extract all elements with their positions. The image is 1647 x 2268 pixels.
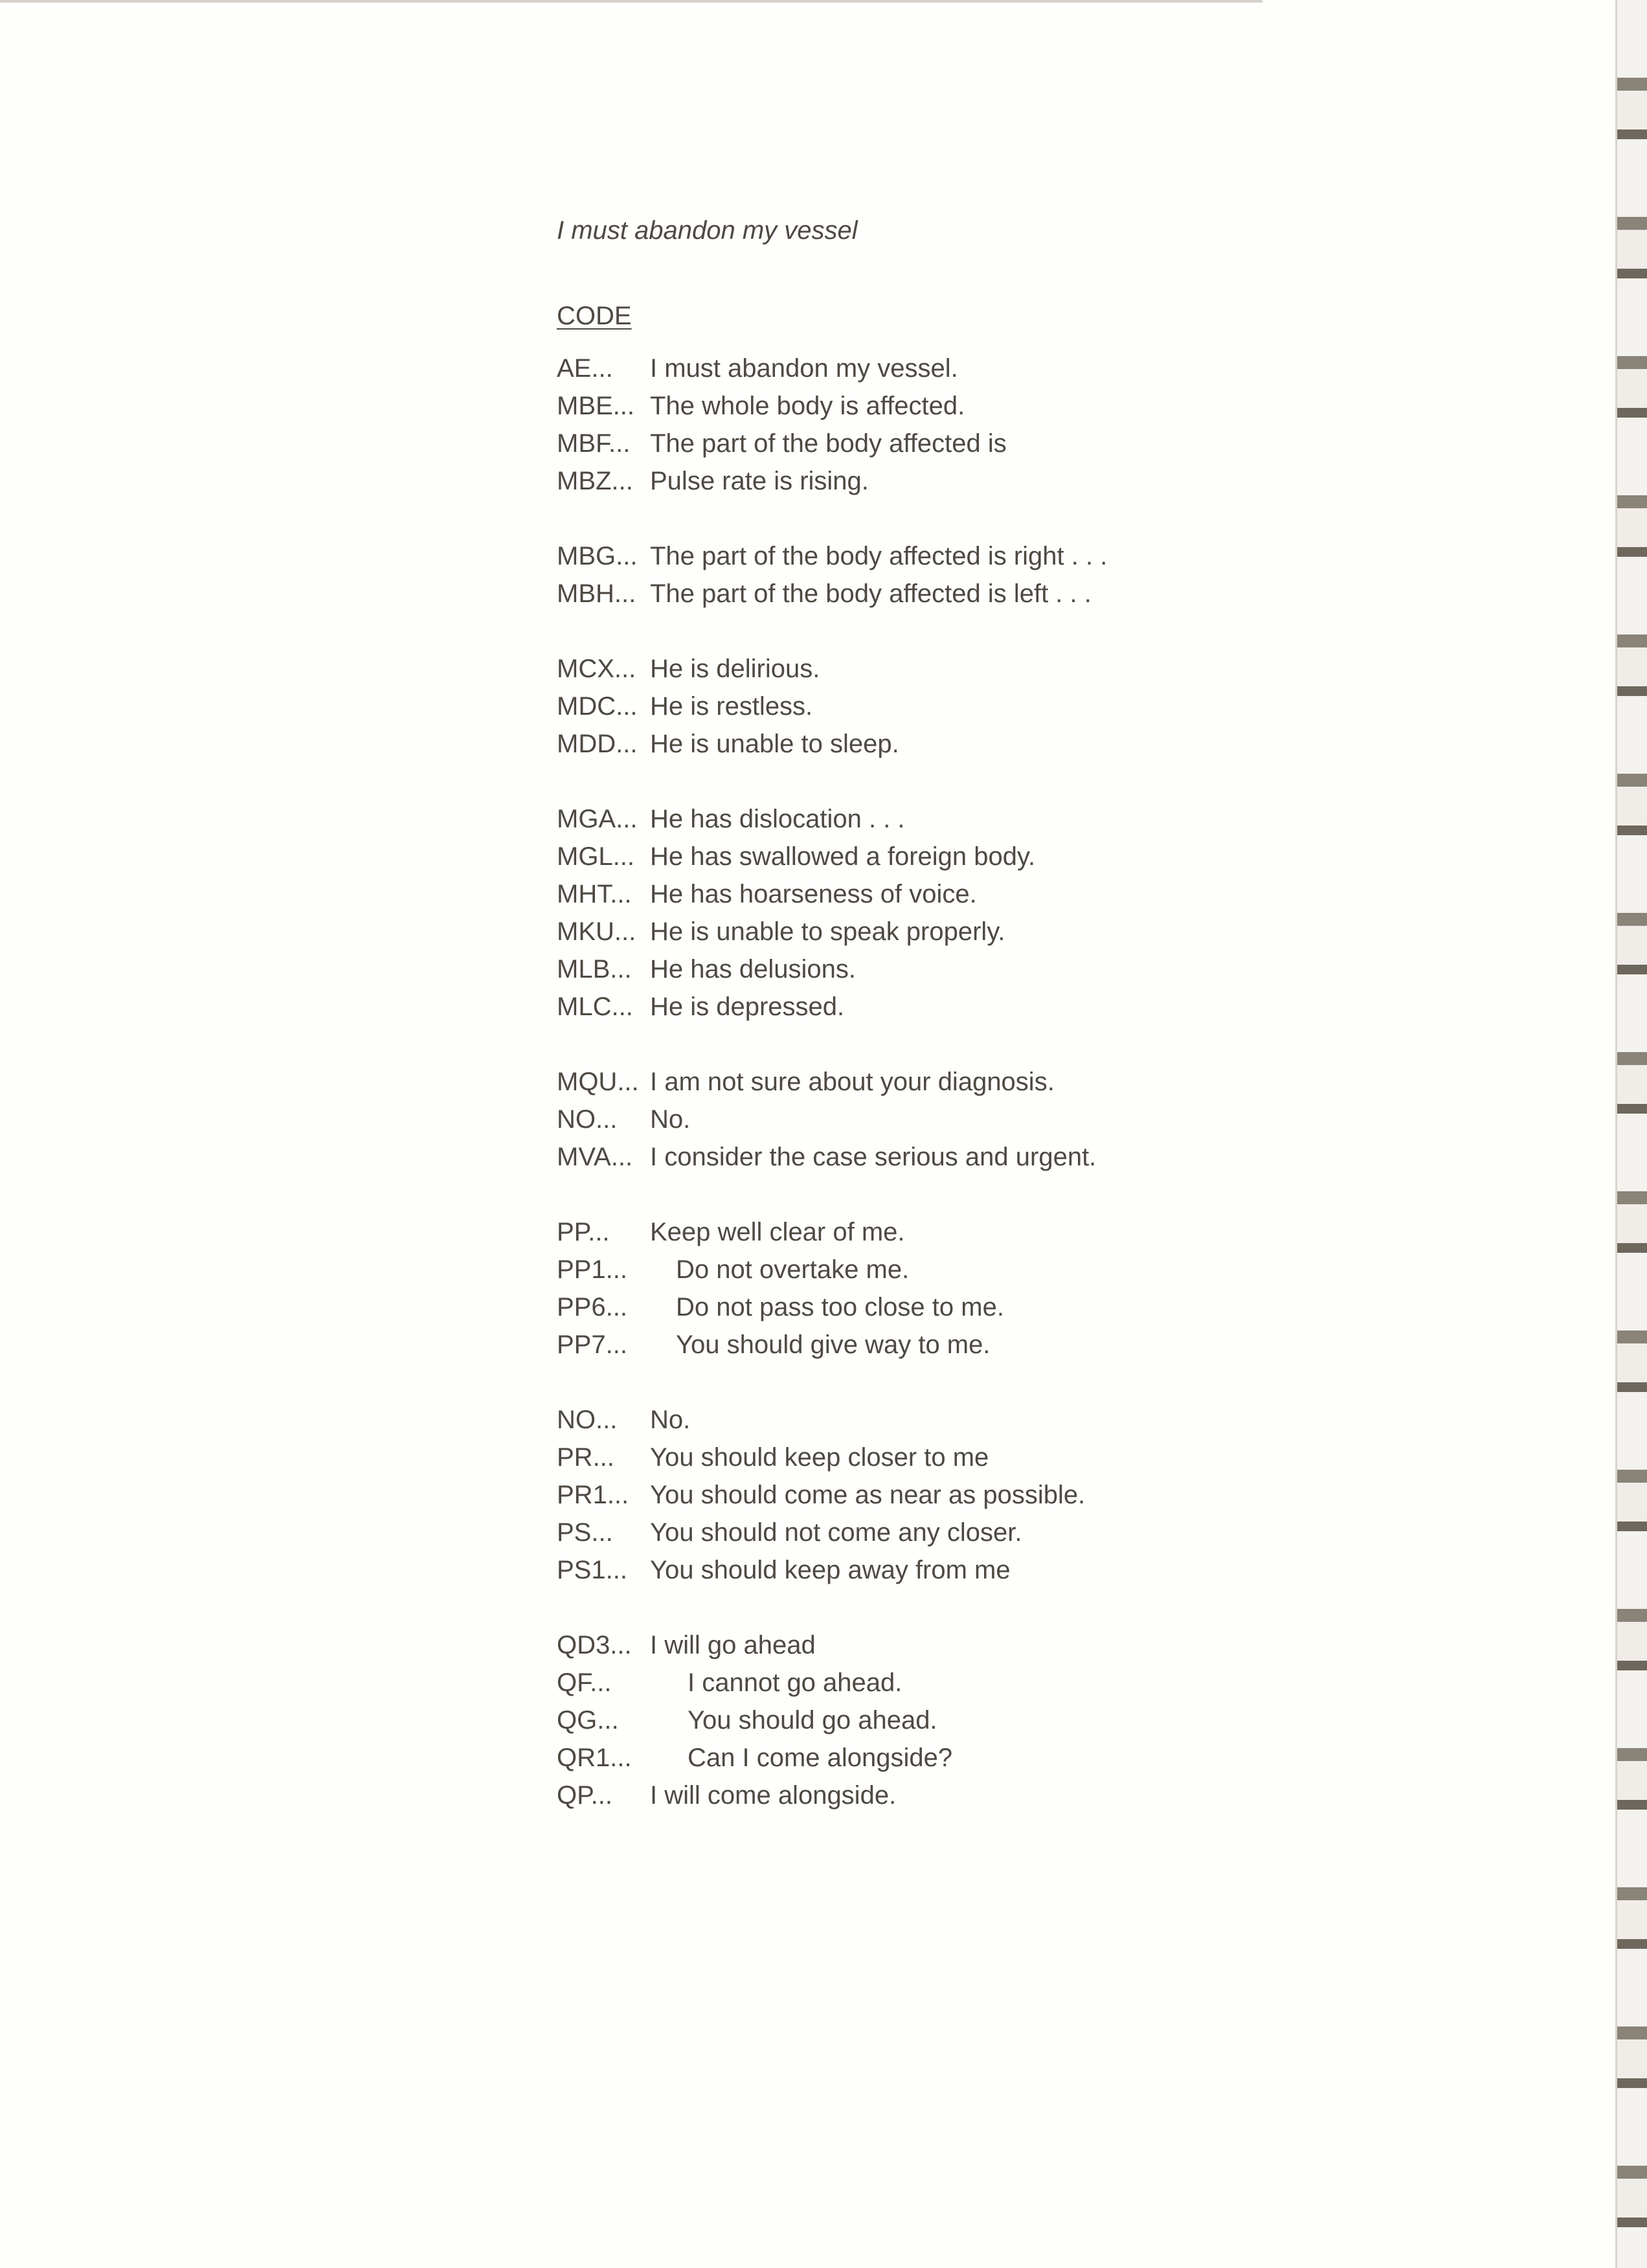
signal-code: MLC...	[557, 993, 633, 1021]
code-entry	[557, 1288, 1463, 1326]
signal-meaning: No.	[650, 1406, 691, 1434]
code-entry	[557, 1213, 1463, 1251]
code-entry	[557, 1701, 1463, 1739]
signal-code: MBH...	[557, 579, 636, 608]
signal-meaning: The part of the body affected is left . . .	[650, 579, 1092, 608]
code-entry	[557, 725, 1463, 763]
signal-meaning: He is depressed.	[650, 993, 845, 1021]
code-entry	[557, 1439, 1463, 1476]
code-entry	[557, 425, 1463, 462]
signal-code: QP...	[557, 1781, 612, 1810]
signal-meaning: I consider the case serious and urgent.	[650, 1143, 1097, 1171]
code-entry	[557, 1101, 1463, 1138]
signal-code: MCX...	[557, 655, 636, 683]
code-entry	[557, 1777, 1463, 1814]
signal-meaning: You should keep closer to me	[650, 1443, 989, 1472]
code-group	[557, 350, 1463, 500]
signal-meaning: I am not sure about your diagnosis.	[650, 1068, 1055, 1096]
signal-code: PP...	[557, 1218, 610, 1246]
signal-code: QD3...	[557, 1631, 632, 1659]
code-entry	[557, 913, 1463, 950]
code-entry	[557, 350, 1463, 387]
signal-meaning: He has delusions.	[650, 955, 856, 983]
signal-meaning: You should go ahead.	[688, 1706, 937, 1735]
signal-meaning: He is unable to sleep.	[650, 730, 899, 758]
code-group	[557, 1401, 1463, 1589]
signal-code: MBF...	[557, 429, 631, 458]
code-entry	[557, 1401, 1463, 1439]
signal-code: MBZ...	[557, 467, 633, 495]
code-entry	[557, 387, 1463, 425]
signal-meaning: He has swallowed a foreign body.	[650, 842, 1036, 871]
code-entry	[557, 988, 1463, 1026]
code-entry	[557, 950, 1463, 988]
content-column	[557, 214, 1463, 1852]
signal-code: NO...	[557, 1105, 618, 1134]
code-entry	[557, 1664, 1463, 1701]
signal-code: PS1...	[557, 1556, 627, 1584]
signal-meaning: Do not pass too close to me.	[676, 1293, 1004, 1321]
signal-code: PR...	[557, 1443, 614, 1472]
signal-code: QR1...	[557, 1744, 632, 1772]
signal-code: MDC...	[557, 692, 638, 721]
page-title: I must abandon my vessel	[557, 216, 858, 245]
signal-meaning: You should give way to me.	[676, 1330, 991, 1359]
code-group	[557, 1063, 1463, 1176]
signal-code: MVA...	[557, 1143, 633, 1171]
signal-code: MBE...	[557, 392, 635, 420]
code-entry	[557, 1063, 1463, 1101]
signal-meaning: You should keep away from me	[650, 1556, 1011, 1584]
signal-code: MKU...	[557, 917, 636, 946]
signal-code: MHT...	[557, 880, 632, 908]
code-entry	[557, 688, 1463, 725]
signal-meaning: He has hoarseness of voice.	[650, 880, 977, 908]
signal-meaning: He is delirious.	[650, 655, 820, 683]
signal-meaning: I cannot go ahead.	[688, 1668, 902, 1697]
code-entry	[557, 1138, 1463, 1176]
signal-meaning: Can I come alongside?	[688, 1744, 953, 1772]
code-group	[557, 650, 1463, 763]
code-entry	[557, 1626, 1463, 1664]
signal-meaning: No.	[650, 1105, 691, 1134]
code-entry	[557, 1739, 1463, 1777]
signal-meaning: Do not overtake me.	[676, 1255, 910, 1284]
signal-meaning: I will come alongside.	[650, 1781, 897, 1810]
signal-code: PR1...	[557, 1481, 629, 1509]
code-group	[557, 800, 1463, 1026]
code-entry	[557, 650, 1463, 688]
code-entry	[557, 1551, 1463, 1589]
signal-code: PP6...	[557, 1293, 627, 1321]
code-heading: CODE	[557, 302, 632, 330]
signal-code: MBG...	[557, 542, 638, 570]
signal-code: MGL...	[557, 842, 635, 871]
signal-code: AE...	[557, 354, 613, 383]
signal-meaning: He is unable to speak properly.	[650, 917, 1005, 946]
signal-code: PP7...	[557, 1330, 627, 1359]
code-group	[557, 1213, 1463, 1364]
code-entry	[557, 875, 1463, 913]
code-entry	[557, 537, 1463, 575]
code-group	[557, 537, 1463, 612]
signal-meaning: He is restless.	[650, 692, 813, 721]
signal-meaning: Pulse rate is rising.	[650, 467, 869, 495]
signal-meaning: The part of the body affected is	[650, 429, 1007, 458]
code-entry	[557, 1326, 1463, 1364]
signal-meaning: I must abandon my vessel.	[650, 354, 958, 383]
signal-meaning: The whole body is affected.	[650, 392, 965, 420]
signal-code: MDD...	[557, 730, 638, 758]
signal-code: PP1...	[557, 1255, 627, 1284]
code-entry	[557, 1514, 1463, 1551]
signal-meaning: The part of the body affected is right . . .	[650, 542, 1108, 570]
signal-code: NO...	[557, 1406, 618, 1434]
code-group	[557, 1626, 1463, 1814]
signal-code: MGA...	[557, 805, 638, 833]
signal-meaning: Keep well clear of me.	[650, 1218, 905, 1246]
code-entry	[557, 1251, 1463, 1288]
signal-code: MQU...	[557, 1068, 639, 1096]
signal-code: PS...	[557, 1518, 613, 1547]
signal-code: QG...	[557, 1706, 619, 1735]
signal-meaning: You should not come any closer.	[650, 1518, 1022, 1547]
signal-meaning: He has dislocation . . .	[650, 805, 905, 833]
signal-meaning: I will go ahead	[650, 1631, 816, 1659]
code-entry	[557, 1476, 1463, 1514]
top-edge-line	[0, 0, 1262, 3]
signal-code: MLB...	[557, 955, 632, 983]
code-entry	[557, 800, 1463, 838]
signal-meaning: You should come as near as possible.	[650, 1481, 1086, 1509]
signal-code: QF...	[557, 1668, 612, 1697]
binding-edge	[1615, 0, 1647, 2268]
code-entry	[557, 838, 1463, 875]
code-entry	[557, 575, 1463, 612]
code-entry	[557, 462, 1463, 500]
